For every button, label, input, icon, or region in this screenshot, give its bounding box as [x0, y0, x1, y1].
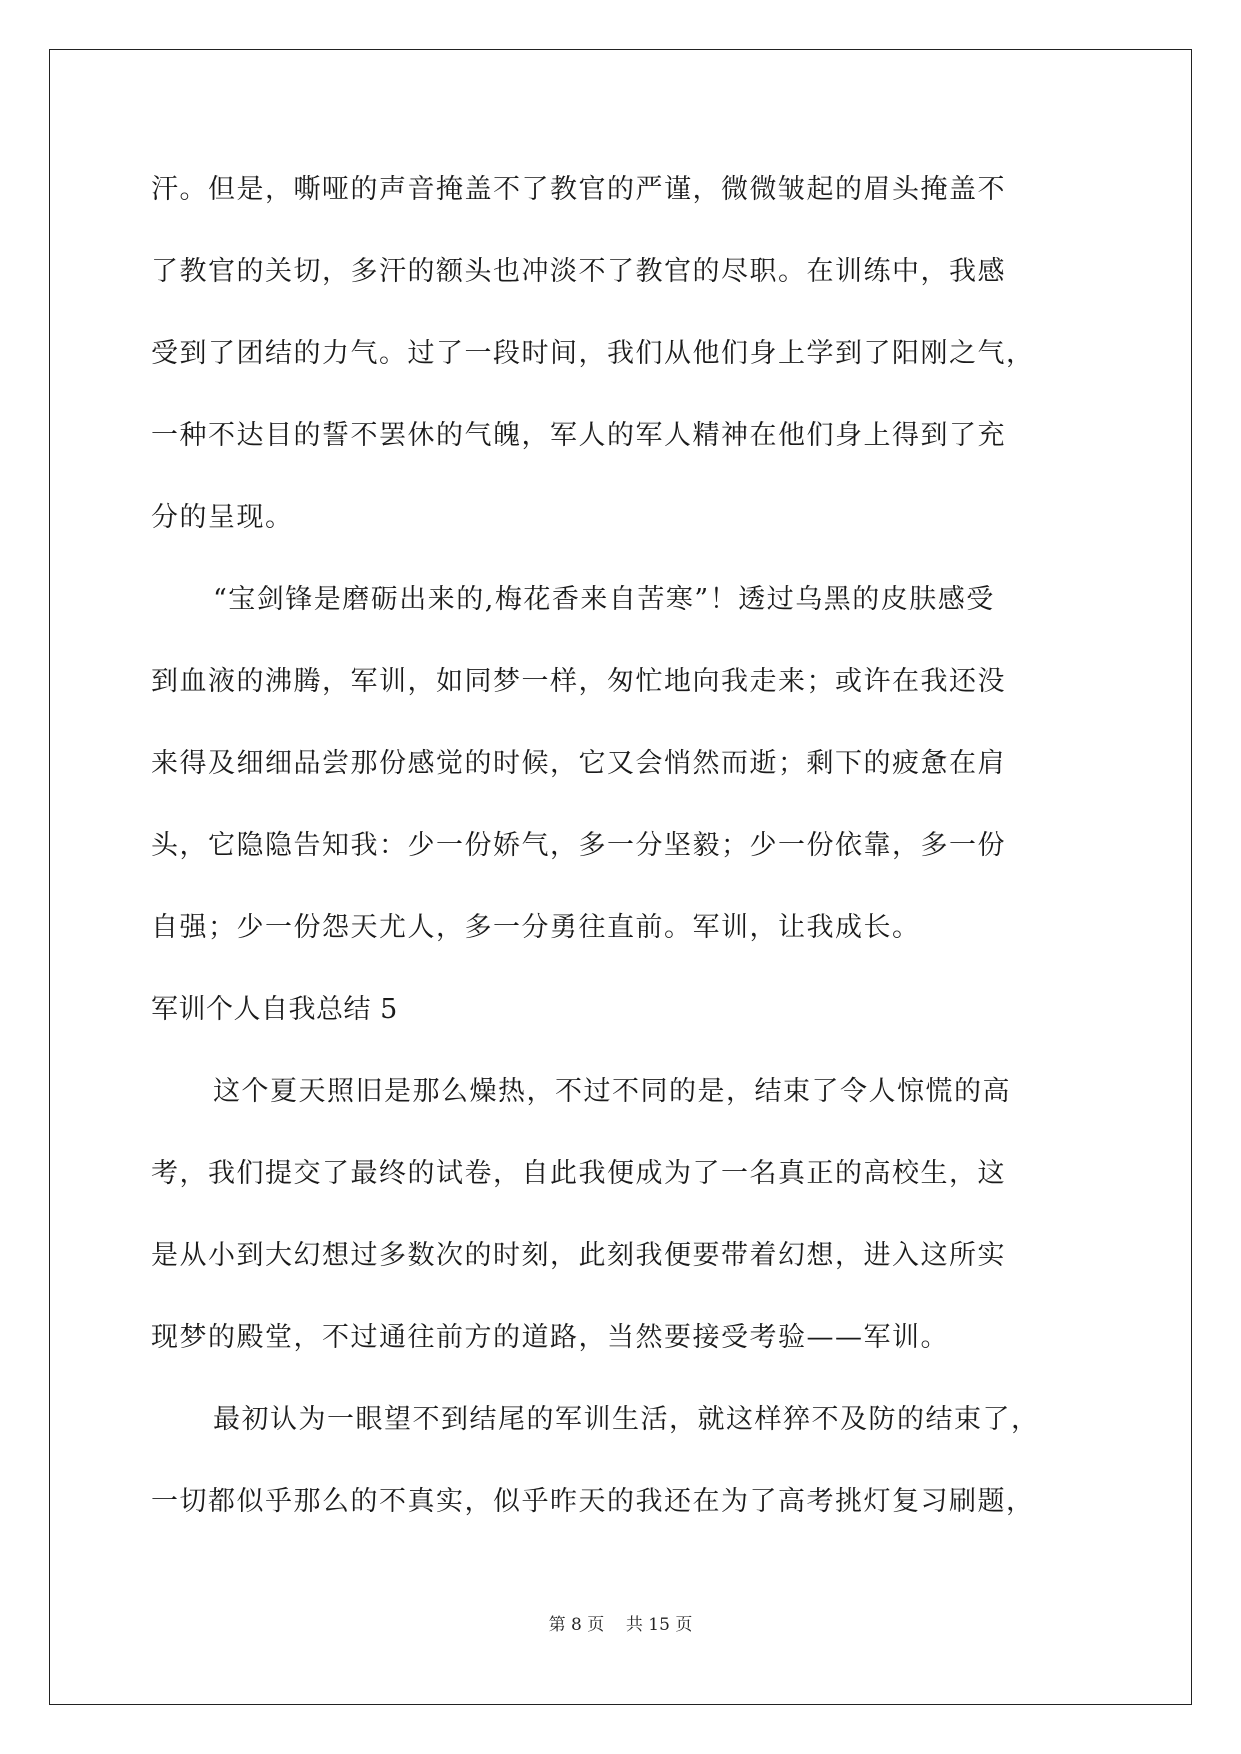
text-line: 了教官的关切，多汗的额头也冲淡不了教官的尽职。在训练中，我感 — [151, 256, 1006, 287]
text-line: 到血液的沸腾，军训，如同梦一样，匆忙地向我走来；或许在我还没 — [151, 666, 1006, 697]
text-line: 考，我们提交了最终的试卷，自此我便成为了一名真正的高校生，这 — [151, 1158, 1006, 1189]
text-line: 汗。但是，嘶哑的声音掩盖不了教官的严谨，微微皱起的眉头掩盖不 — [151, 174, 1006, 205]
text-line: 一种不达目的誓不罢休的气魄，军人的军人精神在他们身上得到了充 — [151, 420, 1006, 451]
section-heading: 军训个人自我总结 5 — [151, 994, 398, 1025]
text-line: 来得及细细品尝那份感觉的时候，它又会悄然而逝；剩下的疲惫在肩 — [151, 748, 1006, 779]
text-line: 自强；少一份怨天尤人，多一分勇往直前。军训，让我成长。 — [151, 912, 921, 943]
text-line: 头，它隐隐告知我：少一份娇气，多一分坚毅；少一份依靠，多一份 — [151, 830, 1006, 861]
text-line: 最初认为一眼望不到结尾的军训生活，就这样猝不及防的结束了， — [213, 1404, 1040, 1435]
document-body — [151, 149, 1091, 1543]
text-line: “宝剑锋是磨砺出来的,梅花香来自苦寒”！透过乌黑的皮肤感受 — [213, 584, 995, 615]
text-line: 受到了团结的力气。过了一段时间，我们从他们身上学到了阳刚之气， — [151, 338, 1035, 369]
text-line: 一切都似乎那么的不真实，似乎昨天的我还在为了高考挑灯复习刷题， — [151, 1486, 1035, 1517]
text-line: 这个夏天照旧是那么燥热，不过不同的是，结束了令人惊慌的高 — [213, 1076, 1011, 1107]
text-line: 现梦的殿堂，不过通往前方的道路，当然要接受考验——军训。 — [151, 1322, 949, 1353]
text-line: 分的呈现。 — [151, 502, 294, 533]
text-line: 是从小到大幻想过多数次的时刻，此刻我便要带着幻想，进入这所实 — [151, 1240, 1006, 1271]
page-number: 第 8 页 共 15 页 — [548, 1615, 693, 1635]
